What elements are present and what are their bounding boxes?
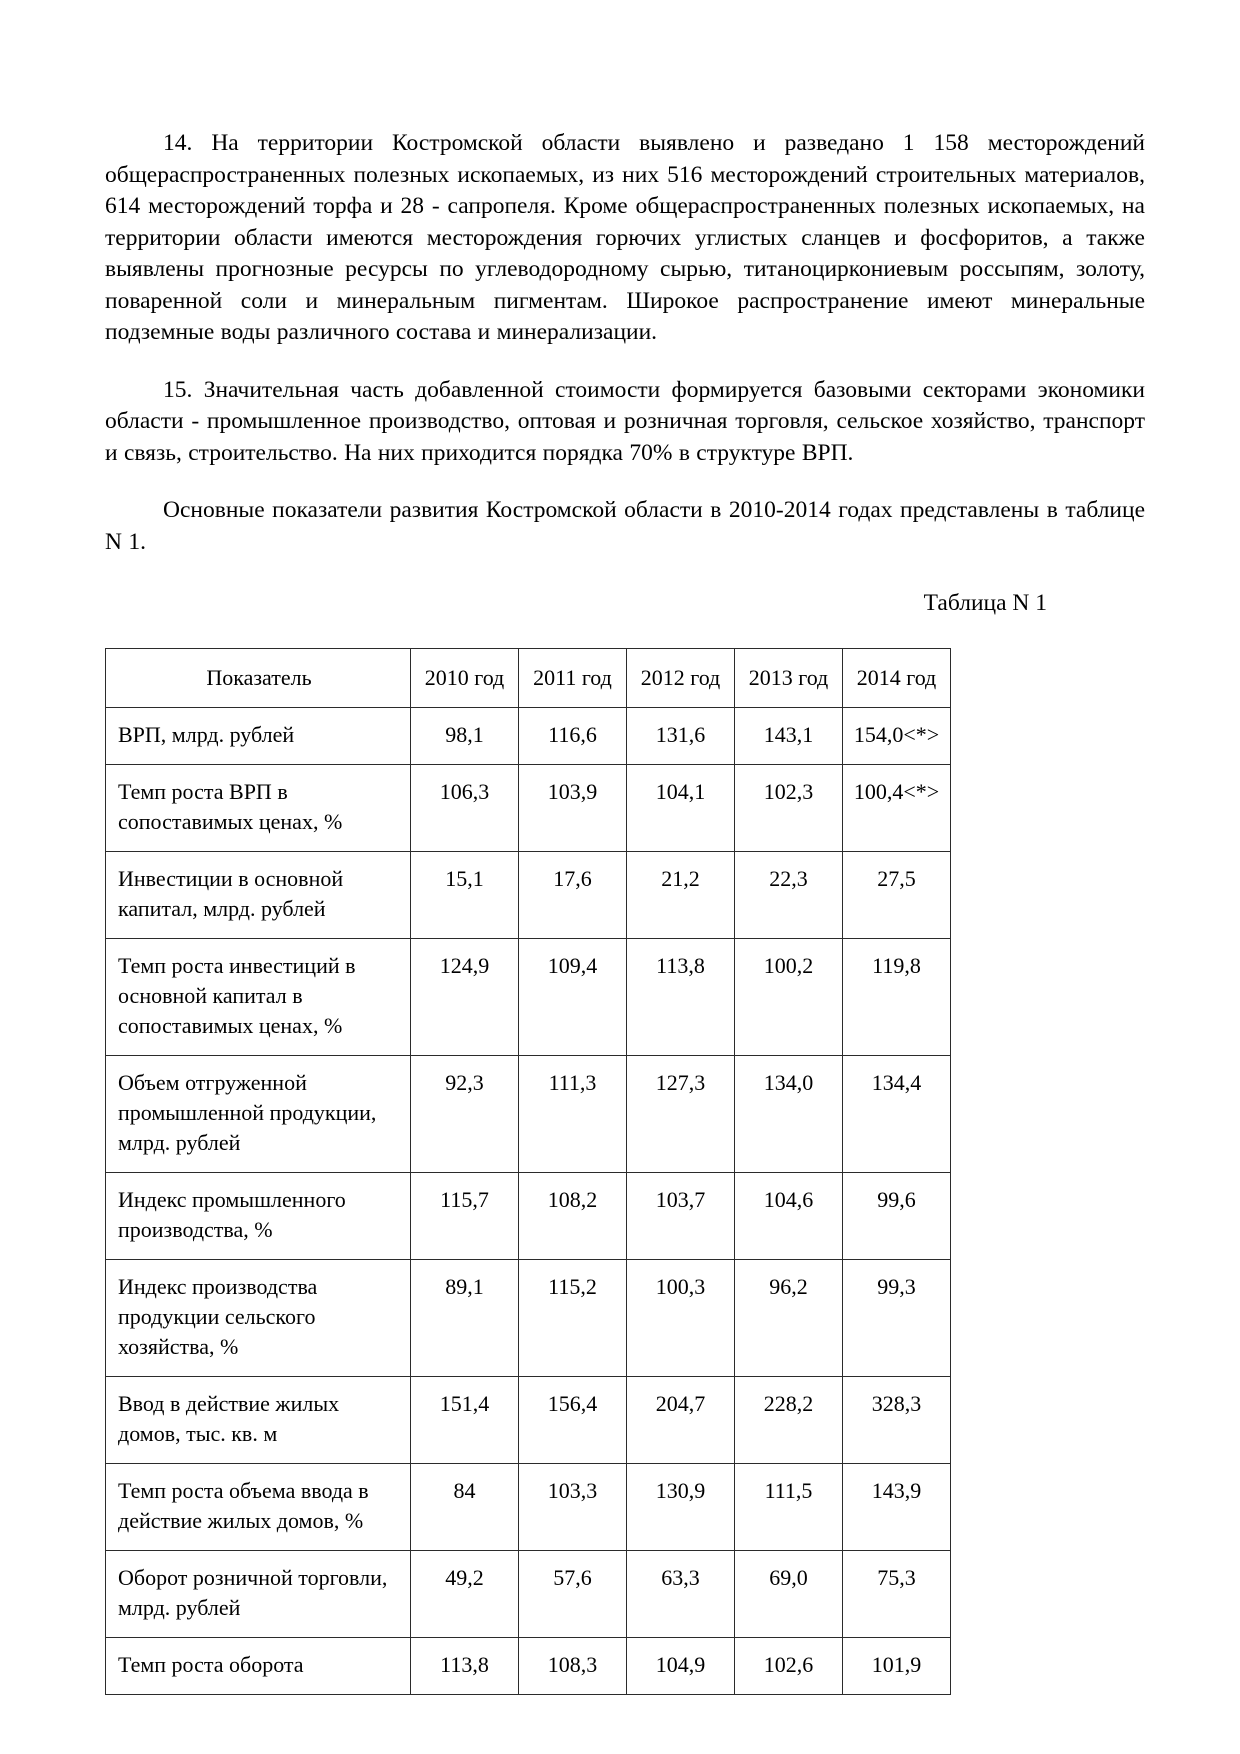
cell-value: 154,0<*> bbox=[843, 708, 951, 765]
row-label: Объем отгруженной промышленной продукции, млрд. рублей bbox=[106, 1056, 411, 1173]
cell-value: 124,9 bbox=[411, 939, 519, 1056]
cell-value: 151,4 bbox=[411, 1377, 519, 1464]
cell-value: 103,3 bbox=[519, 1464, 627, 1551]
cell-value: 17,6 bbox=[519, 852, 627, 939]
paragraph-table-intro: Основные показатели развития Костромской области в 2010-2014 годах представлены в таблице N 1. bbox=[105, 497, 1145, 555]
cell-value: 134,0 bbox=[735, 1056, 843, 1173]
cell-value: 75,3 bbox=[843, 1551, 951, 1638]
cell-value: 328,3 bbox=[843, 1377, 951, 1464]
cell-value: 109,4 bbox=[519, 939, 627, 1056]
cell-value: 104,9 bbox=[627, 1638, 735, 1695]
cell-value: 103,7 bbox=[627, 1173, 735, 1260]
table-row bbox=[106, 1551, 951, 1638]
cell-value: 204,7 bbox=[627, 1377, 735, 1464]
table-header-row bbox=[106, 649, 951, 708]
cell-value: 99,3 bbox=[843, 1260, 951, 1377]
column-header-2010: 2010 год bbox=[411, 649, 519, 708]
cell-value: 69,0 bbox=[735, 1551, 843, 1638]
cell-value: 15,1 bbox=[411, 852, 519, 939]
cell-value: 115,7 bbox=[411, 1173, 519, 1260]
cell-value: 113,8 bbox=[411, 1638, 519, 1695]
row-label: Индекс производства продукции сельского хозяйства, % bbox=[106, 1260, 411, 1377]
cell-value: 104,6 bbox=[735, 1173, 843, 1260]
cell-value: 119,8 bbox=[843, 939, 951, 1056]
cell-value: 98,1 bbox=[411, 708, 519, 765]
cell-value: 101,9 bbox=[843, 1638, 951, 1695]
cell-value: 21,2 bbox=[627, 852, 735, 939]
cell-value: 100,2 bbox=[735, 939, 843, 1056]
table-row bbox=[106, 1173, 951, 1260]
table-row bbox=[106, 708, 951, 765]
table-row bbox=[106, 1638, 951, 1695]
cell-value: 96,2 bbox=[735, 1260, 843, 1377]
cell-value: 131,6 bbox=[627, 708, 735, 765]
row-label: Темп роста инвестиций в основной капитал в сопоставимых ценах, % bbox=[106, 939, 411, 1056]
cell-value: 84 bbox=[411, 1464, 519, 1551]
paragraph-14: 14. На территории Костромской области выявлено и разведано 1 158 месторождений общераспространенных полезных ископаемых, из них 516 месторождений строительных материалов, 614 месторождений торфа и 28 - сапропеля. Кроме общераспространенных полезных ископаемых, на территории области имеются месторождения горючих углистых сланцев и фосфоритов, а также выявлены прогнозные ресурсы по углеводородному сырью, титаноциркониевым россыпям, золоту, поваренной соли и минеральным пигментам. Широкое распространение имеют минеральные подземные воды различного состава и минерализации. bbox=[105, 130, 1145, 345]
cell-value: 22,3 bbox=[735, 852, 843, 939]
column-header-2013: 2013 год bbox=[735, 649, 843, 708]
row-label: Индекс промышленного производства, % bbox=[106, 1173, 411, 1260]
row-label: Темп роста объема ввода в действие жилых домов, % bbox=[106, 1464, 411, 1551]
table-row bbox=[106, 852, 951, 939]
cell-value: 143,1 bbox=[735, 708, 843, 765]
table-row bbox=[106, 1056, 951, 1173]
table-row bbox=[106, 765, 951, 852]
cell-value: 130,9 bbox=[627, 1464, 735, 1551]
row-label: Темп роста оборота bbox=[106, 1638, 411, 1695]
cell-value: 99,6 bbox=[843, 1173, 951, 1260]
cell-value: 106,3 bbox=[411, 765, 519, 852]
table-header bbox=[106, 649, 951, 708]
table-body bbox=[106, 708, 951, 1695]
row-label: Ввод в действие жилых домов, тыс. кв. м bbox=[106, 1377, 411, 1464]
cell-value: 127,3 bbox=[627, 1056, 735, 1173]
paragraph-15: 15. Значительная часть добавленной стоимости формируется базовыми секторами экономики области - промышленное производство, оптовая и розничная торговля, сельское хозяйство, транспорт и связь, строительство. На них приходится порядка 70% в структуре ВРП. bbox=[105, 376, 1145, 466]
cell-value: 111,3 bbox=[519, 1056, 627, 1173]
column-header-indicator: Показатель bbox=[106, 649, 411, 708]
cell-value: 63,3 bbox=[627, 1551, 735, 1638]
cell-value: 111,5 bbox=[735, 1464, 843, 1551]
cell-value: 116,6 bbox=[519, 708, 627, 765]
row-label: Инвестиции в основной капитал, млрд. рублей bbox=[106, 852, 411, 939]
cell-value: 113,8 bbox=[627, 939, 735, 1056]
column-header-2014: 2014 год bbox=[843, 649, 951, 708]
cell-value: 134,4 bbox=[843, 1056, 951, 1173]
cell-value: 100,4<*> bbox=[843, 765, 951, 852]
row-label: Темп роста ВРП в сопоставимых ценах, % bbox=[106, 765, 411, 852]
column-header-2011: 2011 год bbox=[519, 649, 627, 708]
table-row bbox=[106, 1377, 951, 1464]
cell-value: 89,1 bbox=[411, 1260, 519, 1377]
cell-value: 115,2 bbox=[519, 1260, 627, 1377]
table-caption: Таблица N 1 bbox=[923, 590, 1047, 616]
cell-value: 100,3 bbox=[627, 1260, 735, 1377]
table-row bbox=[106, 1260, 951, 1377]
cell-value: 92,3 bbox=[411, 1056, 519, 1173]
cell-value: 143,9 bbox=[843, 1464, 951, 1551]
row-label: Оборот розничной торговли, млрд. рублей bbox=[106, 1551, 411, 1638]
column-header-2012: 2012 год bbox=[627, 649, 735, 708]
table-row bbox=[106, 1464, 951, 1551]
indicators-table bbox=[105, 648, 951, 1695]
row-label: ВРП, млрд. рублей bbox=[106, 708, 411, 765]
cell-value: 228,2 bbox=[735, 1377, 843, 1464]
cell-value: 49,2 bbox=[411, 1551, 519, 1638]
cell-value: 108,3 bbox=[519, 1638, 627, 1695]
cell-value: 102,3 bbox=[735, 765, 843, 852]
table-row bbox=[106, 939, 951, 1056]
cell-value: 57,6 bbox=[519, 1551, 627, 1638]
cell-value: 103,9 bbox=[519, 765, 627, 852]
cell-value: 108,2 bbox=[519, 1173, 627, 1260]
cell-value: 104,1 bbox=[627, 765, 735, 852]
cell-value: 156,4 bbox=[519, 1377, 627, 1464]
cell-value: 102,6 bbox=[735, 1638, 843, 1695]
cell-value: 27,5 bbox=[843, 852, 951, 939]
